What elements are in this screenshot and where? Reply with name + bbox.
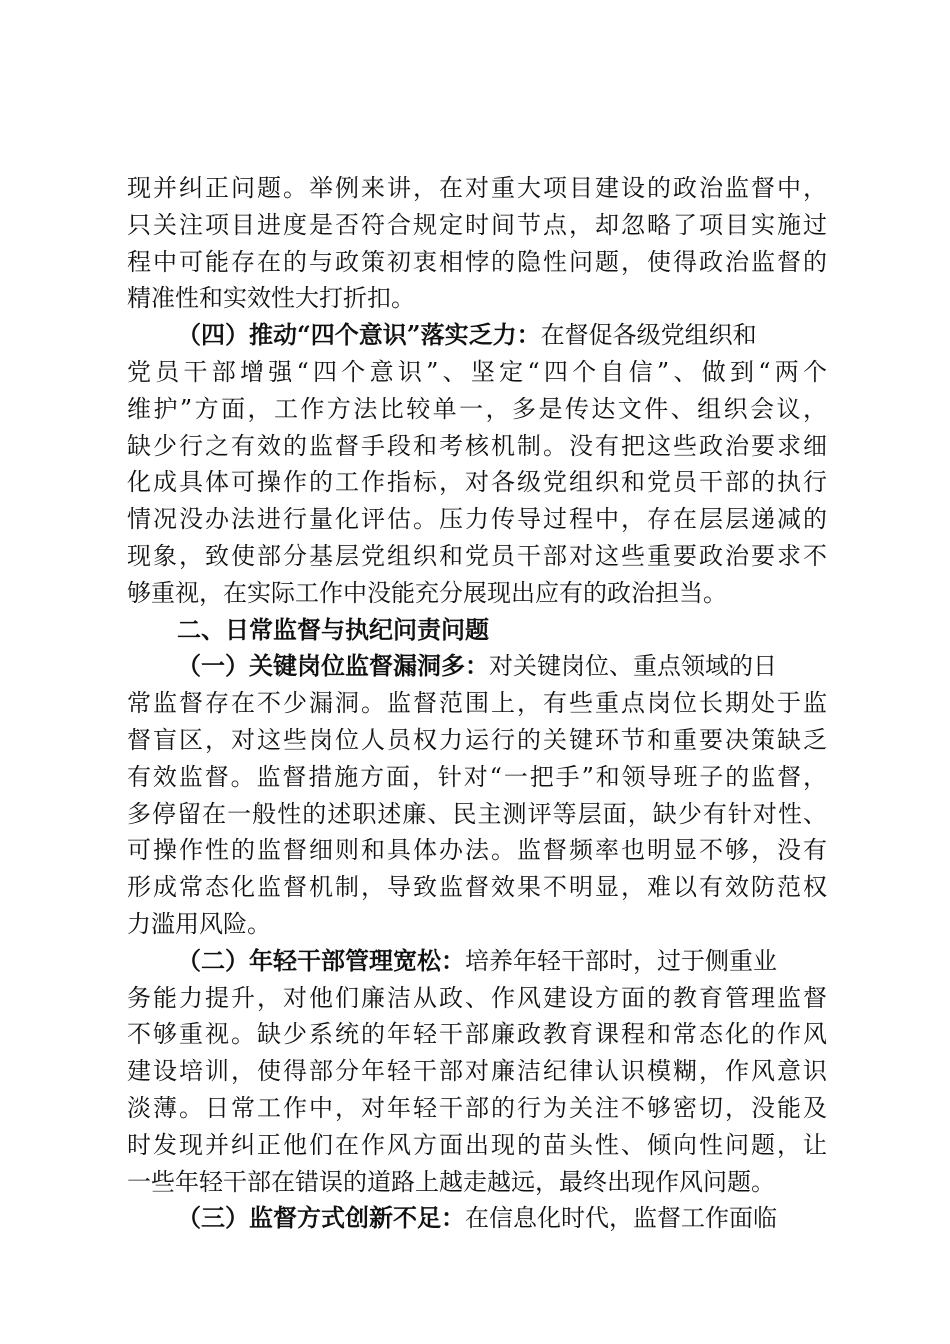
paragraph <box>127 170 827 317</box>
text-line: 形成常态化监督机制，导致监督效果不明显，难以有效防范权 <box>127 873 827 902</box>
text-line: 淡薄。日常工作中，对年轻干部的行为关注不够密切，没能及 <box>127 1093 827 1122</box>
text-line: 党员干部增强“四个意识”、坚定“四个自信”、做到“两个 <box>127 357 827 386</box>
paragraph-title: （四）推动“四个意识”落实乏力： <box>177 320 541 350</box>
text-line: 多停留在一般性的述职述廉、民主测评等层面，缺少有针对性、 <box>127 799 827 828</box>
paragraph-text: 对关键岗位、重点领域的日 <box>489 652 777 681</box>
text-line: 有效监督。监督措施方面，针对“一把手”和领导班子的监督， <box>127 762 827 791</box>
text-line: 现象，致使部分基层党组织和党员干部对这些重要政治要求不 <box>127 541 827 570</box>
text-line: 建设培训，使得部分年轻干部对廉洁纪律认识模糊，作风意识 <box>127 1057 827 1086</box>
paragraph <box>127 317 827 611</box>
text-line: 程中可能存在的与政策初衷相悖的隐性问题，使得政治监督的 <box>127 247 827 276</box>
paragraph <box>127 943 827 1201</box>
text-line <box>127 1200 827 1237</box>
text-line: 情况没办法进行量化评估。压力传导过程中，存在层层递减的 <box>127 505 827 534</box>
text-line: 一些年轻干部在错误的道路上越走越远，最终出现作风问题。 <box>127 1167 775 1196</box>
text-line: 现并纠正问题。举例来讲，在对重大项目建设的政治监督中， <box>127 174 827 202</box>
text-line: 缺少行之有效的监督手段和考核机制。没有把这些政治要求细 <box>127 431 827 460</box>
section-heading: 二、日常监督与执纪问责问题 <box>177 615 489 644</box>
paragraph-text: 培养年轻干部时，过于侧重业 <box>465 946 777 975</box>
text-line: 精准性和实效性大打折扣。 <box>127 284 415 313</box>
text-line: 时发现并纠正他们在作风方面出现的苗头性、倾向性问题，让 <box>127 1130 827 1159</box>
text-line: 常监督存在不少漏洞。监督范围上，有些重点岗位长期处于监 <box>127 689 827 718</box>
text-line: 维护”方面，工作方法比较单一，多是传达文件、组织会议， <box>127 394 827 423</box>
text-line: 只关注项目进度是否符合规定时间节点，却忽略了项目实施过 <box>127 210 827 239</box>
paragraph <box>127 1200 827 1237</box>
text-line: 可操作性的监督细则和具体办法。监督频率也明显不够，没有 <box>127 836 827 865</box>
text-line <box>127 648 827 685</box>
text-line <box>127 317 827 354</box>
document-body <box>127 170 827 1237</box>
paragraph-title: （三）监督方式创新不足： <box>177 1203 465 1233</box>
text-line: 够重视，在实际工作中没能充分展现出应有的政治担当。 <box>127 578 727 607</box>
text-line: 不够重视。缺少系统的年轻干部廉政教育课程和常态化的作风 <box>127 1020 827 1049</box>
paragraph-title: （二）年轻干部管理宽松： <box>177 945 465 975</box>
text-line: 务能力提升，对他们廉洁从政、作风建设方面的教育管理监督 <box>127 983 827 1012</box>
text-line: 力滥用风险。 <box>127 909 271 938</box>
text-line: 督盲区，对这些岗位人员权力运行的关键环节和重要决策缺乏 <box>127 725 827 754</box>
text-line: 化成具体可操作的工作指标，对各级党组织和党员干部的执行 <box>127 468 827 497</box>
paragraph-text: 在督促各级党组织和 <box>540 321 757 350</box>
text-line <box>127 943 827 980</box>
paragraph-title: （一）关键岗位监督漏洞多： <box>177 651 489 681</box>
paragraph <box>127 648 827 942</box>
paragraph-text: 在信息化时代，监督工作面临 <box>465 1204 777 1233</box>
